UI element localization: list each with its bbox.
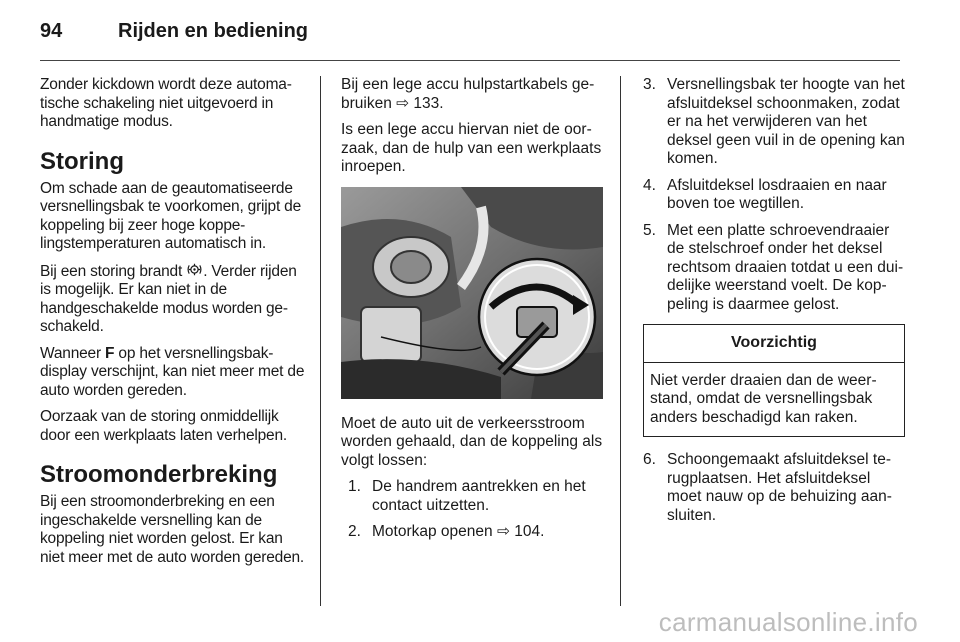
- workshop-paragraph: Is een lege accu hiervan niet de oorzaak, dan de hulp van een werkplaats inroepen.: [341, 121, 602, 175]
- jumpstart-paragraph: Bij een lege accu hulpstartkabels gebruiken ⇨ 133.: [341, 76, 595, 112]
- storing-paragraph-2: [40, 262, 308, 337]
- watermark: carmanualsonline.info: [658, 607, 918, 637]
- display-letter-f: F: [105, 344, 115, 362]
- transmission-photo: [341, 187, 603, 399]
- page-number: 94: [40, 20, 63, 42]
- column-divider-2: [620, 76, 621, 606]
- column-1: [40, 76, 308, 575]
- header-rule: [40, 60, 900, 61]
- storing-paragraph-4: Oorzaak van de storing onmiddellijk door een werkplaats laten verhelpen.: [40, 408, 287, 444]
- list-item: 5. Met een platte schroevendraaier de stelschroef onder het deksel rechtsom draaien totdat u een duidelijke weerstand voelt. De koppeling is daarmee gelost.: [643, 221, 904, 313]
- list-item: 2. Motorkap openen ⇨ 104.: [348, 523, 545, 540]
- storing-p3-start: Wanneer: [40, 344, 106, 362]
- list-item: 3. Versnellingsbak ter hoogte van het afsluitdeksel schoonmaken, zodat er na het verwijderen van het deksel geen vuil in de opening kan komen.: [643, 76, 905, 167]
- stroomonderbreking-paragraph: Bij een stroomonderbreking en een ingeschakelde versnelling kan de koppeling niet worden gelost. Er kan niet meer met de auto worden gereden.: [40, 493, 305, 566]
- list-item: 4. Afsluitdeksel losdraaien en naar boven toe wegtillen.: [643, 176, 887, 212]
- intro-paragraph: Zonder kickdown wordt deze automatische schakeling niet uitgevoerd in handmatige modus.: [40, 76, 292, 130]
- steps-list-2: [643, 76, 905, 314]
- storing-p2-end: . Verder rijden is mogelijk. Er kan niet in de handgeschakelde modus worden geschakeld.: [40, 262, 297, 335]
- column-3: [643, 76, 905, 533]
- stroomonderbreking-heading: Stroomonderbreking: [40, 461, 278, 488]
- column-2: [341, 76, 605, 550]
- list-item: 6. Schoongemaakt afsluitdeksel terugplaatsen. Het afsluitdeksel moet nauw op de behuizing aansluiten.: [643, 451, 892, 524]
- storing-paragraph-1: Om schade aan de geautomatiseerde versnellingsbak te voorkomen, grijpt de koppeling bij zeer hoge koppelingstemperaturen automatisch in.: [40, 179, 302, 252]
- steps-list-3: [643, 451, 905, 525]
- caution-text: Niet verder draaien dan de weerstand, omdat de versnellingsbak anders beschadigd kan raken.: [650, 371, 877, 426]
- column-divider-1: [320, 76, 321, 606]
- list-item: 1. De handrem aantrekken en het contact uitzetten.: [348, 478, 586, 514]
- caution-title: Voorzichtig: [644, 325, 904, 363]
- storing-heading: Storing: [40, 147, 124, 175]
- storing-paragraph-3: [40, 345, 308, 401]
- page-title: Rijden en bediening: [118, 20, 309, 42]
- release-intro-paragraph: Moet de auto uit de verkeersstroom worden gehaald, dan de koppeling als volgt lossen:: [341, 414, 603, 469]
- storing-p3-end: op het versnellingsbakdisplay verschijnt, kan niet meer met de auto worden gereden.: [40, 344, 305, 399]
- storing-p2-start: Bij een storing brandt: [40, 262, 187, 280]
- steps-list-1: [341, 478, 605, 542]
- caution-box: [643, 324, 905, 437]
- transmission-warning-icon: [186, 262, 203, 281]
